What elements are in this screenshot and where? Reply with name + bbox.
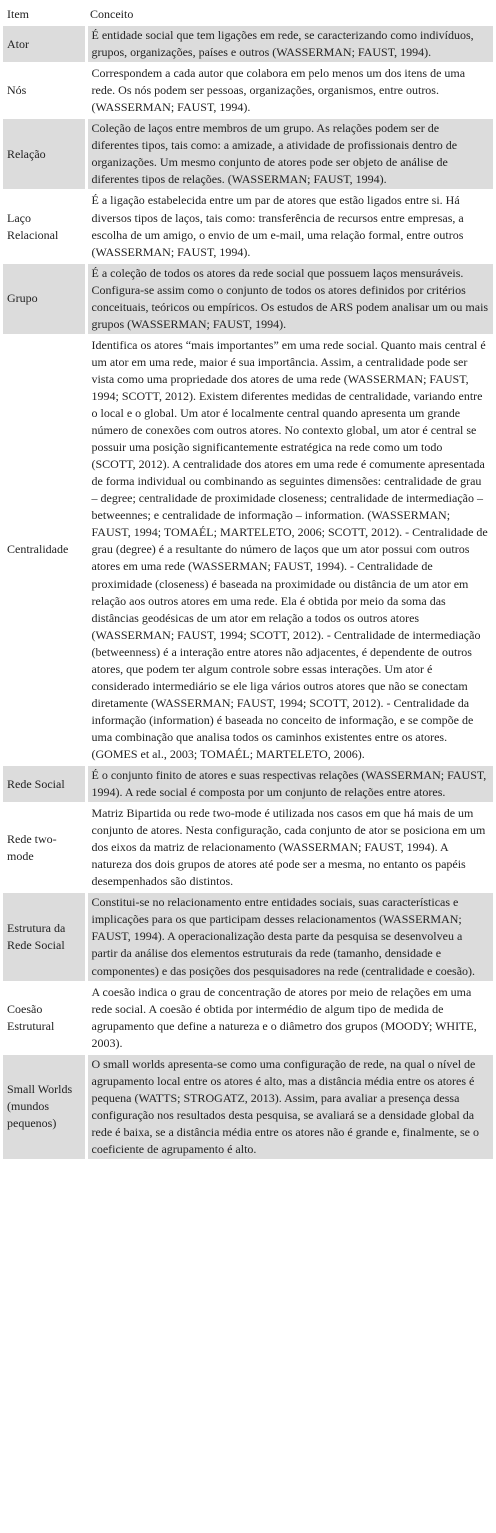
table-row <box>3 803 493 892</box>
row-term: Laço Relacional <box>3 190 86 262</box>
row-term: Nós <box>3 63 86 118</box>
row-definition: A coesão indica o grau de concentração de atores por meio de relações em uma rede social. A coesão é obtida por intermédio de algum tipo de medida de agrupamento que define a natureza e o diâmetro dos grupos (MOODY; WHITE, 2003). <box>86 982 493 1054</box>
table-row <box>3 263 493 335</box>
row-definition: Identifica os atores “mais importantes” em uma rede social. Quanto mais central é um ator em uma rede, maior é sua importância. Assim, a centralidade pode ser vista como uma propriedade dos atores de uma rede (WASSERMAN; FAUST, 1994; SCOTT, 2012). Existem diferentes medidas de centralidade, variando entre o local e o global. Um ator é localmente central quando apresenta um grande número de conexões com outros atores. No contexto global, um ator é central se possuir uma posição significantemente estratégica na rede como um todo (SCOTT, 2012). A centralidade dos atores em uma rede é comumente apresentada de forma individual ou combinando as seguintes dimensões: centralidade de grau – degree; centralidade de proximidade closeness; centralidade de intermediação – betweennes; e centralidade de informação – information. (WASSERMAN; FAUST, 1994; TOMAÉL; MARTELETO, 2006; SCOTT, 2012). - Centralidade de grau (degree) é a resultante do número de laços que um ator possui com outros atores em uma rede (WASSERMAN; FAUST, 1994). - Centralidade de proximidade (closeness) é baseada na proximidade ou distância de um ator em relação aos outros atores em uma rede. Ela é obtida por meio da soma das distâncias geodésicas de um ator em relação a todos os outros atores (WASSERMAN; FAUST, 1994; SCOTT, 2012). - Centralidade de intermediação (betweenness) é a interação entre atores não adjacentes, é dependente de outros atores, que podem ter algum controle sobre essas interações. Um ator é considerado intermediário se ele liga vários outros atores que não se conectam diretamente (WASSERMAN; FAUST, 1994; SCOTT, 2012). - Centralidade da informação (information) é baseada no conceito de informação, e se compõe de uma combinação que analisa todos os caminhos existentes entre os atores. (GOMES et al., 2003; TOMAÉL; MARTELETO, 2006). <box>86 335 493 765</box>
table-row <box>3 25 493 63</box>
header-item: Item <box>3 3 86 25</box>
table-row <box>3 63 493 118</box>
glossary-table <box>3 3 493 1159</box>
table-row <box>3 1054 493 1159</box>
table-header-row <box>3 3 493 25</box>
row-term: Centralidade <box>3 335 86 765</box>
row-definition: É a coleção de todos os atores da rede social que possuem laços mensuráveis. Configura-se assim como o conjunto de todos os atores definidos por critérios conceituais, teóricos ou empíricos. Os estudos de ARS podem analisar um ou mais grupos (WASSERMAN; FAUST, 1994). <box>86 263 493 335</box>
row-term: Small Worlds (mundos pequenos) <box>3 1054 86 1159</box>
row-definition: Correspondem a cada autor que colabora em pelo menos um dos itens de uma rede. Os nós podem ser pessoas, organizações, organismos, entre outros. (WASSERMAN; FAUST, 1994). <box>86 63 493 118</box>
row-definition: Matriz Bipartida ou rede two-mode é utilizada nos casos em que há mais de um conjunto de atores. Nesta configuração, cada conjunto de ator se posiciona em um dos eixos da matriz de relacionamento (WASSERMAN; FAUST, 1994). A natureza dos dois grupos de atores até pode ser a mesma, no entanto os papéis desempenhados são distintos. <box>86 803 493 892</box>
row-term: Grupo <box>3 263 86 335</box>
table-row <box>3 892 493 981</box>
header-concept: Conceito <box>86 3 493 25</box>
row-term: Estrutura da Rede Social <box>3 892 86 981</box>
row-term: Coesão Estrutural <box>3 982 86 1054</box>
row-definition: Constitui-se no relacionamento entre entidades sociais, suas características e implicações para os que participam desses relacionamentos (WASSERMAN; FAUST, 1994). A operacionalização desta parte da pesquisa se desenvolveu a partir da análise dos elementos estruturais da rede (tamanho, densidade e componentes) e das posições dos pesquisadores na rede (centralidade e coesão). <box>86 892 493 981</box>
row-term: Rede Social <box>3 765 86 803</box>
row-term: Ator <box>3 25 86 63</box>
row-term: Relação <box>3 118 86 190</box>
row-definition: É o conjunto finito de atores e suas respectivas relações (WASSERMAN; FAUST, 1994). A rede social é composta por um conjunto de relações entre atores. <box>86 765 493 803</box>
table-row <box>3 335 493 765</box>
row-definition: Coleção de laços entre membros de um grupo. As relações podem ser de diferentes tipos, tais como: a amizade, a atividade de profissionais dentro de organizações. Um mesmo conjunto de atores pode ser objeto de análise de diferentes tipos de relações. (WASSERMAN; FAUST, 1994). <box>86 118 493 190</box>
row-definition: É entidade social que tem ligações em rede, se caracterizando como indivíduos, grupos, organizações, países e outros (WASSERMAN; FAUST, 1994). <box>86 25 493 63</box>
table-row <box>3 765 493 803</box>
row-term: Rede two-mode <box>3 803 86 892</box>
row-definition: O small worlds apresenta-se como uma configuração de rede, na qual o nível de agrupamento local entre os atores é alto, mas a distância média entre os atores é pequena (WATTS; STROGATZ, 2013). Assim, para avaliar a presença dessa configuração nos resultados desta pesquisa, se avaliará se a densidade global da rede é baixa, se a distância média entre os atores não é grande e, finalmente, se o coeficiente de agrupamento é alto. <box>86 1054 493 1159</box>
table-row <box>3 190 493 262</box>
table-row <box>3 982 493 1054</box>
table-row <box>3 118 493 190</box>
row-definition: É a ligação estabelecida entre um par de atores que estão ligados entre si. Há diversos tipos de laços, tais como: transferência de recursos entre empresas, a escolha de um amigo, o envio de um e-mail, uma relação formal, entre outros (WASSERMAN; FAUST, 1994). <box>86 190 493 262</box>
